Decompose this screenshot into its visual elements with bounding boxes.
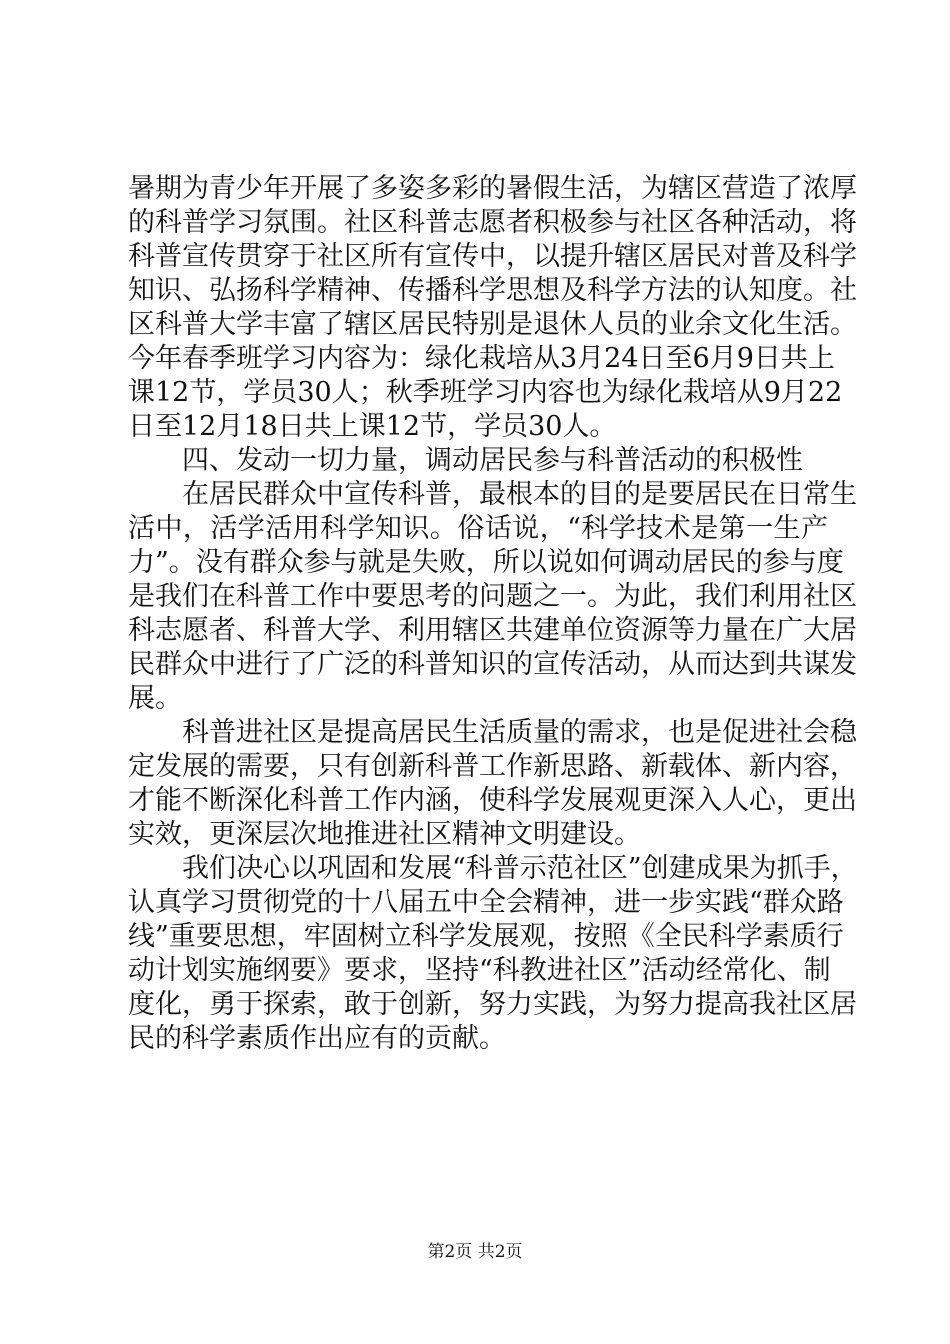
text-line: 动计划实施纲要》要求，坚持“科教进社区”活动经常化、制: [128, 955, 831, 986]
text-line: 认真学习贯彻党的十八届五中全会精神，进一步实践“群众路: [128, 887, 844, 918]
text-line: 实效，更深层次地推进社区精神文明建设。: [128, 819, 641, 850]
document-body: [128, 172, 858, 1056]
text-line: 的科普学习氛围。社区科普志愿者积极参与社区各种活动，将: [128, 207, 857, 238]
paragraph: [128, 716, 857, 852]
text-line: 区科普大学丰富了辖区居民特别是退休人员的业余文化生活。: [128, 309, 857, 340]
text-line: 线”重要思想，牢固树立科学发展观，按照《全民科学素质行: [128, 921, 844, 952]
text-line: 度化，勇于探索，敢于创新，努力实践，为努力提高我社区居: [128, 989, 857, 1020]
paragraph: [128, 852, 858, 1056]
paragraph: [128, 172, 857, 444]
text-line: 才能不断深化科普工作内涵，使科学发展观更深入人心，更出: [128, 785, 857, 816]
text-line: 力”。没有群众参与就是失败，所以说如何调动居民的参与度: [128, 547, 844, 578]
text-line: 四、发动一切力量，调动居民参与科普活动的积极性: [182, 445, 803, 476]
page-footer: [0, 1242, 950, 1262]
text-line: 是我们在科普工作中要思考的问题之一。为此，我们利用社区: [128, 581, 857, 612]
text-line: 今年春季班学习内容为：绿化栽培从3月24日至6月9日共上: [128, 343, 835, 374]
text-line: 科志愿者、科普大学、利用辖区共建单位资源等力量在广大居: [128, 615, 857, 646]
text-line: 日至12月18日共上课12节，学员30人。: [128, 411, 617, 442]
text-line: 知识、弘扬科学精神、传播科学思想及科学方法的认知度。社: [128, 275, 857, 306]
text-line: 定发展的需要，只有创新科普工作新思路、新载体、新内容，: [128, 751, 857, 782]
text-line: 科普进社区是提高居民生活质量的需求，也是促进社会稳: [182, 717, 857, 748]
text-line: 民的科学素质作出应有的贡献。: [128, 1023, 506, 1054]
section-heading: [128, 444, 828, 478]
text-line: 民群众中进行了广泛的科普知识的宣传活动，从而达到共谋发: [128, 649, 857, 680]
text-line: 暑期为青少年开展了多姿多彩的暑假生活，为辖区营造了浓厚: [128, 173, 857, 204]
page-number-label: 第2页 共2页: [427, 1242, 523, 1262]
text-line: 课12节，学员30人；秋季班学习内容也为绿化栽培从9月22: [128, 377, 843, 408]
text-line: 展。: [128, 683, 182, 714]
text-line: 我们决心以巩固和发展“科普示范社区”创建成果为抓手，: [182, 853, 858, 884]
paragraph: [128, 478, 857, 716]
text-line: 活中，活学活用科学知识。俗话说，“科学技术是第一生产: [128, 513, 828, 544]
text-line: 在居民群众中宣传科普，最根本的目的是要居民在日常生: [182, 479, 857, 510]
text-line: 科普宣传贯穿于社区所有宣传中，以提升辖区居民对普及科学: [128, 241, 857, 272]
